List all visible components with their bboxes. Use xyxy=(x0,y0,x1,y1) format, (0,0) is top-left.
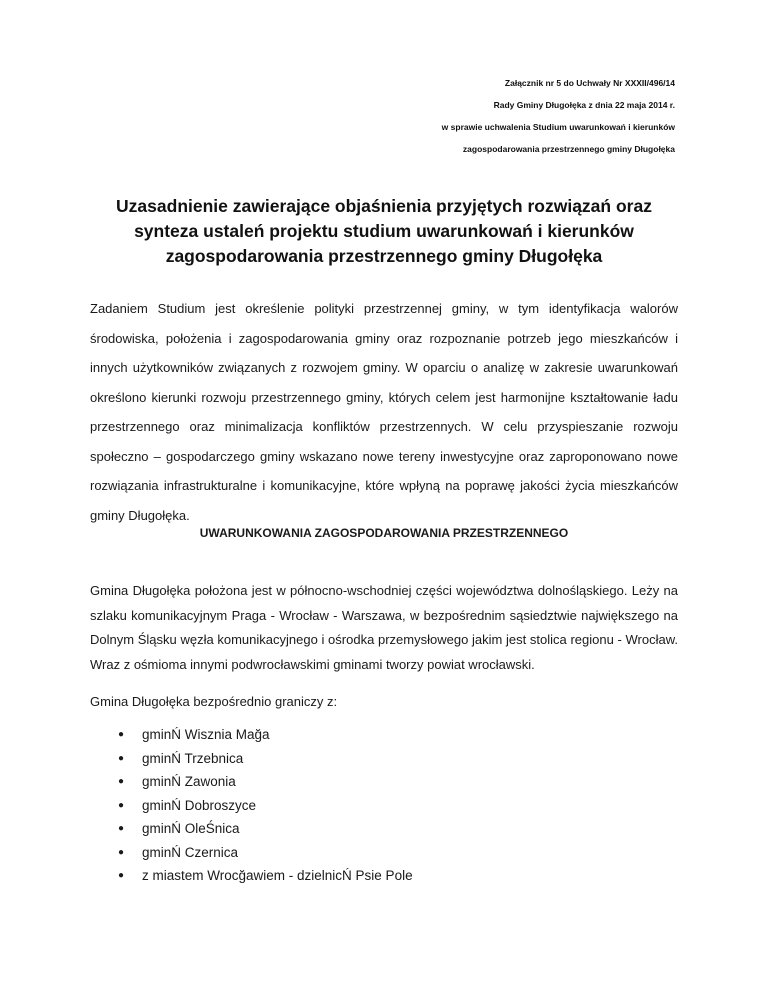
bullet-icon: ● xyxy=(118,870,125,881)
list-item-text: gminŃ Dobroszyce xyxy=(142,797,257,813)
list-item-text: gminŃ Wisznia Mağa xyxy=(142,727,270,742)
list-item xyxy=(118,844,413,868)
bullet-icon: ● xyxy=(118,799,125,811)
header-line: w sprawie uchwalenia Studium uwarunkowań i kierunków xyxy=(441,122,675,132)
bullet-icon: ● xyxy=(118,752,125,764)
section-heading: UWARUNKOWANIA ZAGOSPODAROWANIA PRZESTRZENNEGO xyxy=(199,526,569,540)
list-item-text: gminŃ Czernica xyxy=(142,844,239,860)
list-item xyxy=(118,867,413,891)
list-item-text: gminŃ Zawonia xyxy=(142,774,236,789)
bullet-icon: ● xyxy=(118,846,125,858)
borders-intro: Gmina Długołęka bezpośrednio graniczy z: xyxy=(90,694,338,709)
intro-paragraph: Zadaniem Studium jest określenie polityki przestrzennej gminy, w tym identyfikacja walorów środowiska, położenia i zagospodarowania gminy oraz rozpoznanie potrzeb jego mieszkańców i innych użytkowników związanych z rozwojem gminy. W oparciu o analizę w zakresie uwarunkowań określono kierunki rozwoju przestrzennego gminy, których celem jest harmonijne kształtowanie ładu przestrzennego oraz minimalizacja konfliktów przestrzennych. W celu przyspieszanie rozwoju społeczno – gospodarczego gminy wskazano nowe tereny inwestycyjne oraz zaproponowano nowe rozwiązania infrastrukturalne i komunikacyjne, które wpłyną na poprawę jakości życia mieszkańców gminy Długołęka. xyxy=(90,301,678,523)
header-line: Załącznik nr 5 do Uchwały Nr XXXII/496/14 xyxy=(504,78,675,88)
bullet-icon: ● xyxy=(118,823,125,834)
list-item xyxy=(118,797,413,821)
list-item xyxy=(118,750,413,774)
section-paragraph: Gmina Długołęka położona jest w północno-wschodniej części województwa dolnośląskiego. Leży na szlaku komunikacyjnym Praga - Wrocław - Warszawa, w bezpośrednim sąsiedztwie największego na Dolnym Śląsku węzła komunikacyjnego i ośrodka przemysłowego jakim jest stolica regionu - Wrocław. Wraz z ośmioma innymi podwrocławskimi gminami tworzy powiat wrocławski. xyxy=(90,583,678,672)
header-line: zagospodarowania przestrzennego gminy Długołęka xyxy=(462,144,675,154)
header-line: Rady Gminy Długołęka z dnia 22 maja 2014 r. xyxy=(493,100,675,110)
document-title: Uzasadnienie zawierające objaśnienia przyjętych rozwiązań oraz synteza ustaleń projektu studium uwarunkowań i kierunków zagospodarowania przestrzennego gminy Długołęka xyxy=(116,196,652,266)
list-item xyxy=(118,726,413,750)
bullet-icon: ● xyxy=(118,776,125,787)
list-item-text: gminŃ OleŚnica xyxy=(142,821,240,836)
attachment-header xyxy=(255,78,675,166)
list-item-text: z miastem Wrocğawiem - dzielnicŃ Psie Pole xyxy=(142,868,413,883)
border-list xyxy=(118,726,413,891)
list-item-text: gminŃ Trzebnica xyxy=(142,750,244,766)
list-item xyxy=(118,773,413,797)
list-item xyxy=(118,820,413,844)
bullet-icon: ● xyxy=(118,729,125,740)
